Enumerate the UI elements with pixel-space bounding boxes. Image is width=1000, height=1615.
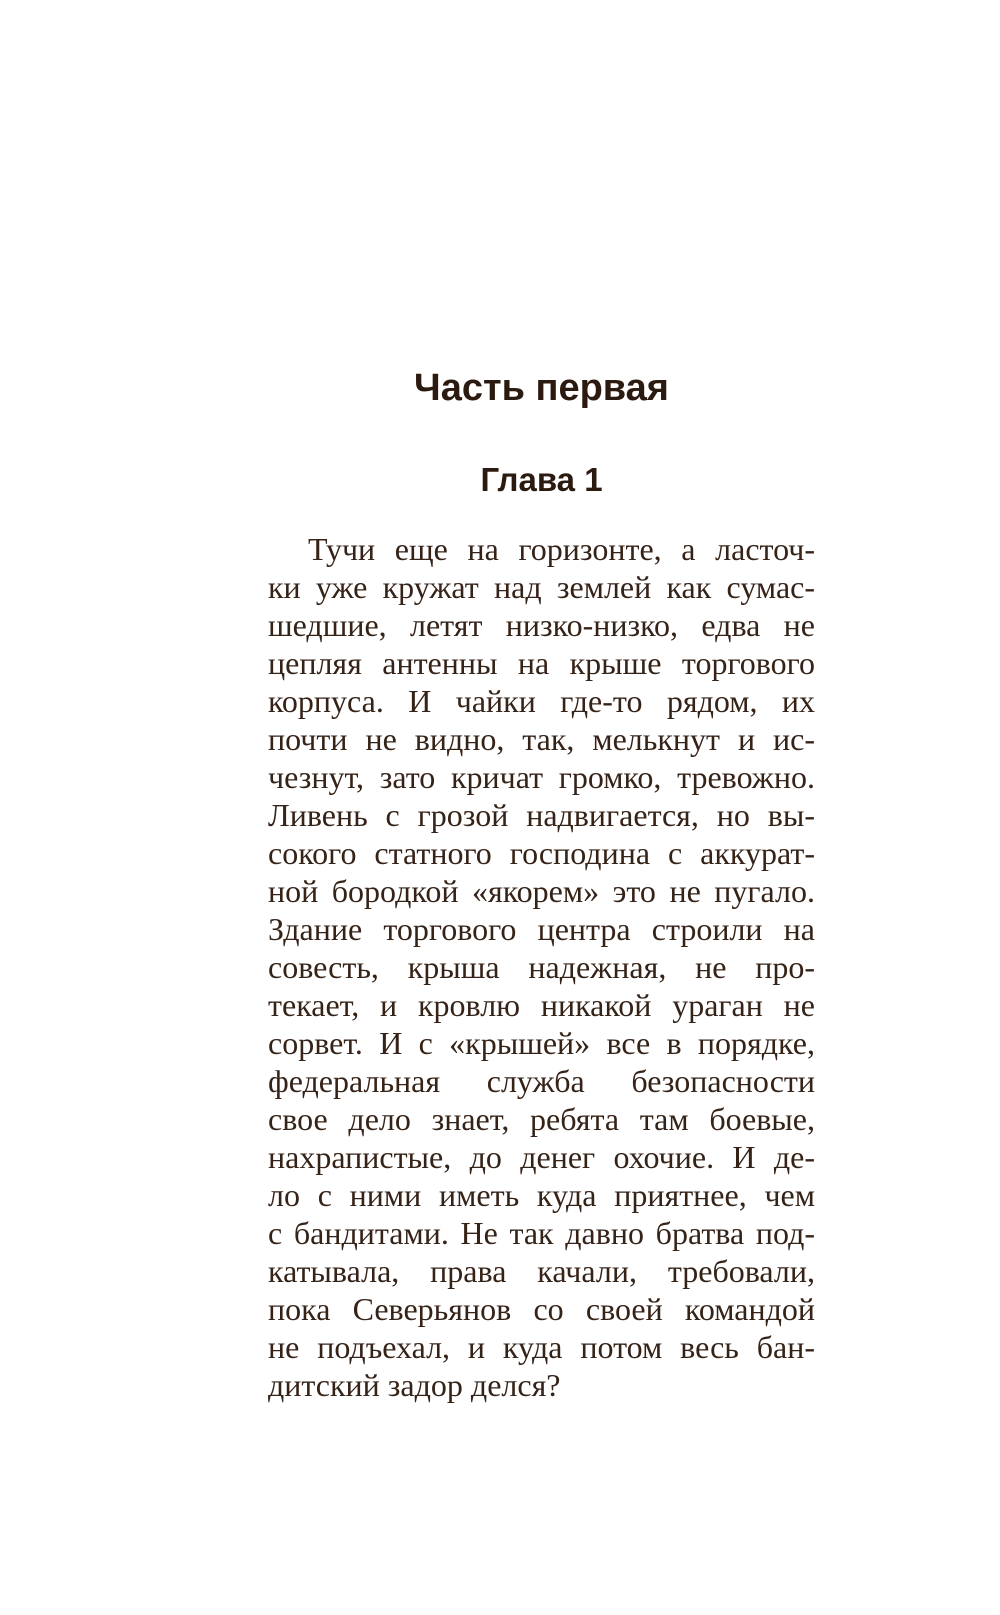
body-paragraph bbox=[268, 530, 815, 1404]
text-line: почти не видно, так, мелькнут и ис- bbox=[268, 721, 815, 757]
text-line: совесть, крыша надежная, не про- bbox=[268, 949, 815, 985]
text-line: сокого статного господина с аккурат- bbox=[268, 835, 815, 871]
text-column bbox=[268, 0, 815, 1404]
text-line: сорвет. И с «крышей» все в порядке, bbox=[268, 1025, 815, 1061]
text-line: ки уже кружат над землей как сумас- bbox=[268, 569, 815, 605]
text-line: Тучи еще на горизонте, а ласточ- bbox=[308, 531, 815, 567]
part-title: Часть первая bbox=[414, 367, 669, 409]
text-line: свое дело знает, ребята там боевые, bbox=[268, 1101, 815, 1137]
text-line: шедшие, летят низко-низко, едва не bbox=[268, 607, 815, 643]
text-line: с бандитами. Не так давно братва под- bbox=[268, 1215, 815, 1251]
text-line: дитский задор делся? bbox=[268, 1367, 561, 1403]
text-line: ной бородкой «якорем» это не пугало. bbox=[268, 873, 815, 909]
text-line: Здание торгового центра строили на bbox=[268, 911, 815, 947]
text-line: катывала, права качали, требовали, bbox=[268, 1253, 815, 1289]
chapter-title: Глава 1 bbox=[480, 461, 603, 498]
text-line: не подъехал, и куда потом весь бан- bbox=[268, 1329, 815, 1365]
text-line: пока Северьянов со своей командой bbox=[268, 1291, 815, 1327]
text-line: Ливень с грозой надвигается, но вы- bbox=[268, 797, 815, 833]
text-line: федеральная служба безопасности bbox=[268, 1063, 815, 1099]
text-line: корпуса. И чайки где-то рядом, их bbox=[268, 683, 815, 719]
text-line: чезнут, зато кричат громко, тревожно. bbox=[268, 759, 815, 795]
text-line: ло с ними иметь куда приятнее, чем bbox=[268, 1177, 815, 1213]
text-line: цепляя антенны на крыше торгового bbox=[268, 645, 815, 681]
text-line: нахрапистые, до денег охочие. И де- bbox=[268, 1139, 815, 1175]
text-line: текает, и кровлю никакой ураган не bbox=[268, 987, 815, 1023]
